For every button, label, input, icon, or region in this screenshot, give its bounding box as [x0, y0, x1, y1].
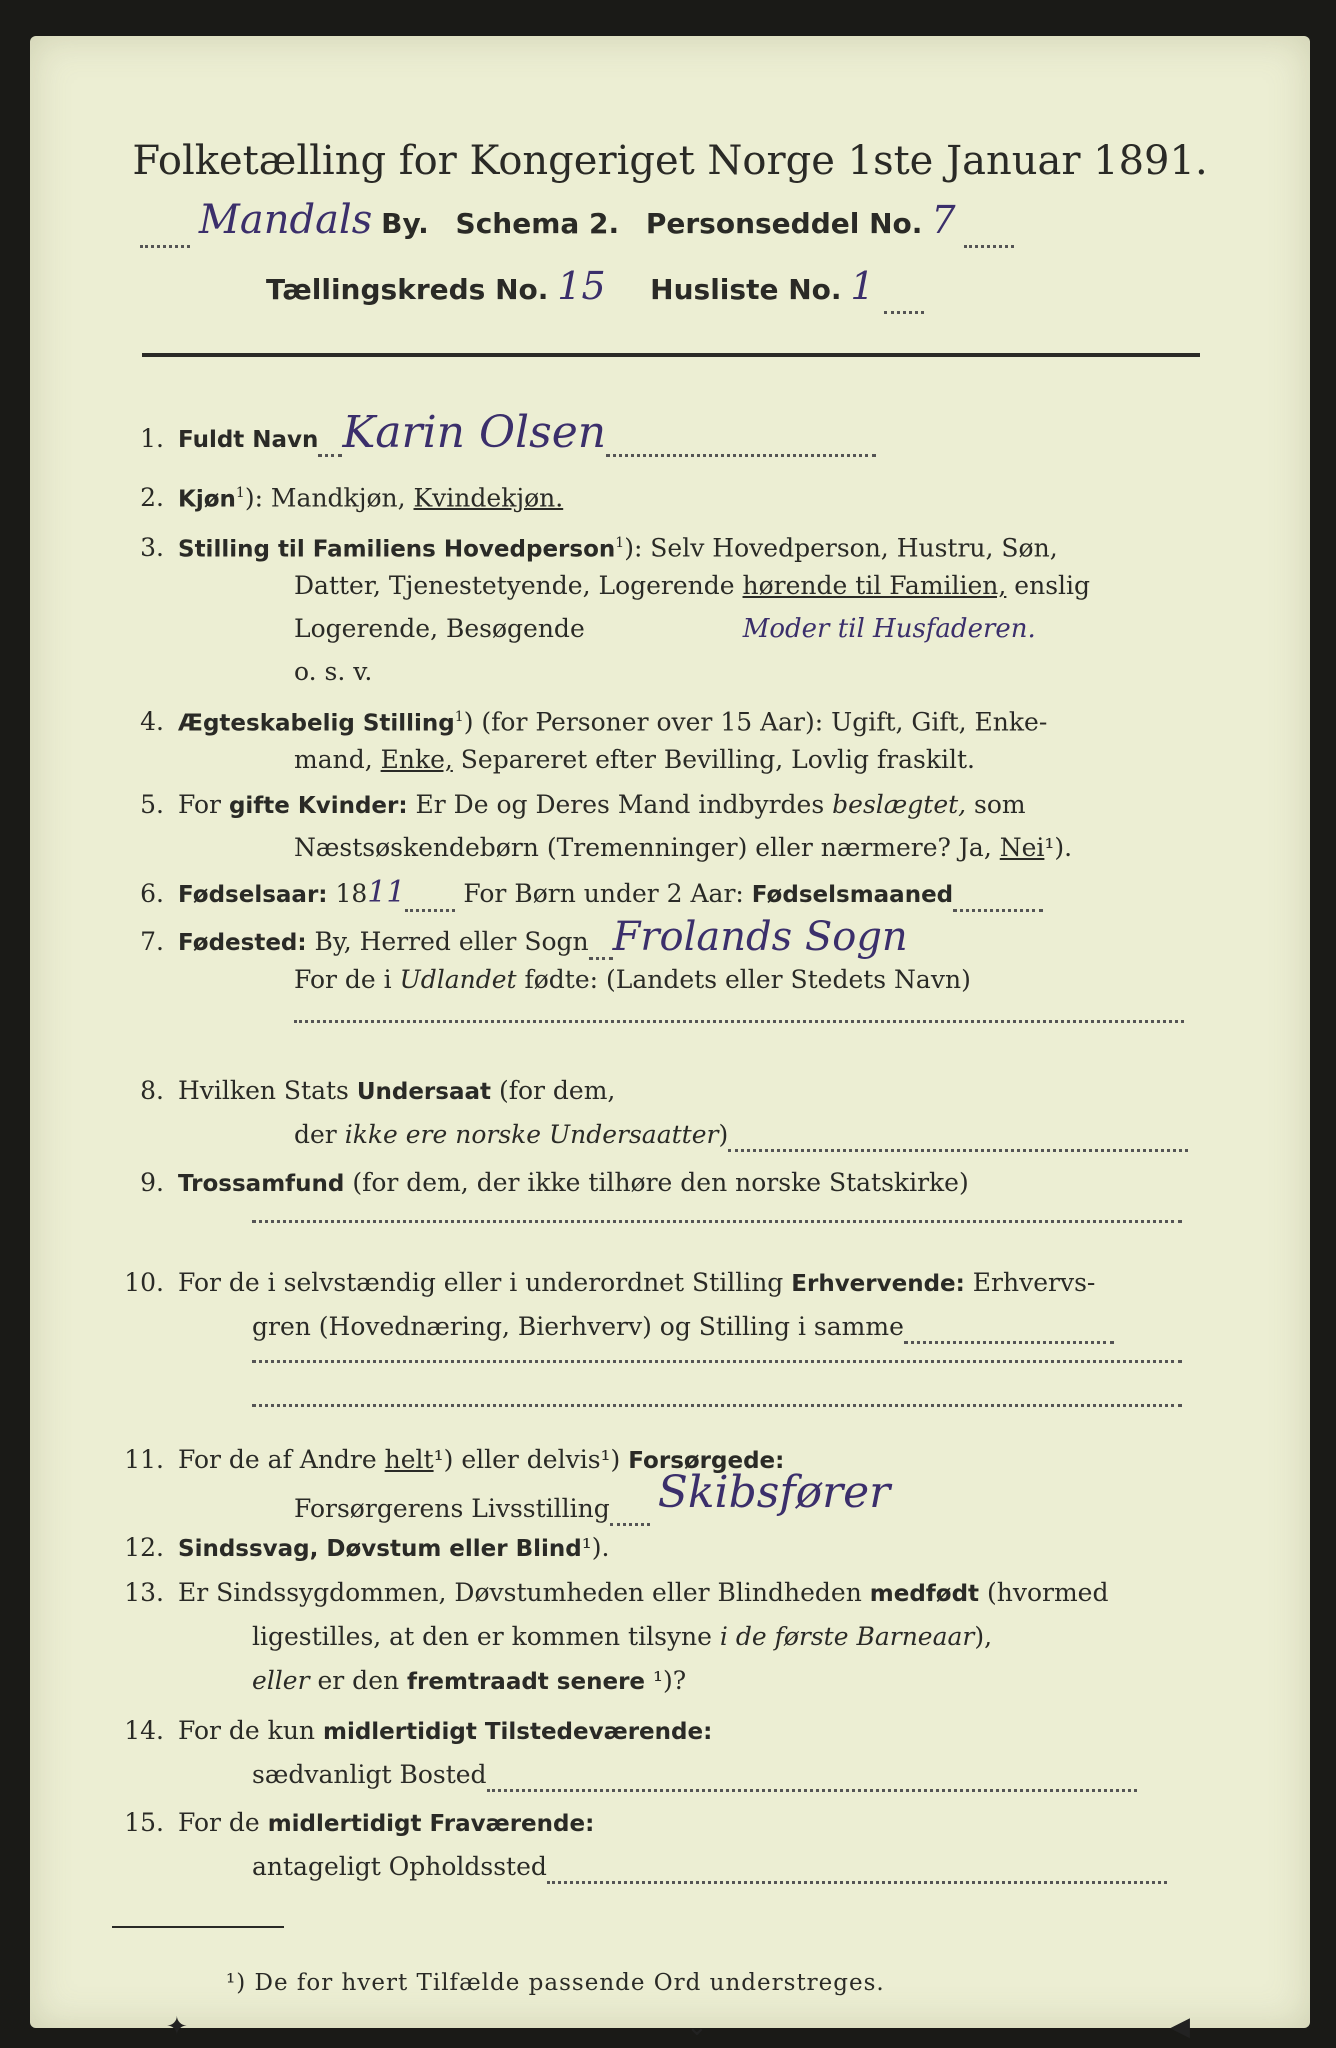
item-3-label: Stilling til Familiens Hovedperson: [178, 536, 616, 563]
kreds-label: Tællingskreds No.: [266, 273, 549, 306]
item-13-line3-end: ¹)?: [645, 1666, 687, 1695]
item-number: 4.: [140, 707, 164, 737]
item-number: 3.: [140, 533, 164, 563]
full-name-handwritten: Karin Olsen: [342, 407, 607, 458]
item-5-italic: beslægtet,: [832, 790, 967, 819]
item-6-mid: For Børn under 2 Aar:: [455, 879, 752, 908]
item-14-line2: [252, 1758, 1137, 1792]
item-11-line2: [294, 1467, 891, 1526]
item-number: 11.: [124, 1445, 164, 1474]
item-14-pre: For de kun: [178, 1716, 323, 1745]
item-11-label: Forsørgede:: [628, 1448, 785, 1474]
item-number: 10.: [124, 1268, 164, 1297]
item-number: 5.: [140, 790, 164, 819]
item-7-label: Fødested:: [178, 930, 307, 956]
schema-label: Schema 2.: [455, 207, 620, 240]
item-13-label: medfødt: [869, 1581, 980, 1607]
item-8: [120, 1074, 615, 1109]
item-2-label: Kjøn: [178, 486, 236, 513]
husliste-number: 1: [850, 264, 875, 308]
footnote-ref: 1: [615, 535, 625, 551]
form-title: Folketælling for Kongeriget Norge 1ste Januar 1891.: [132, 138, 1208, 184]
item-10-line1: Erhvervs-: [964, 1268, 1096, 1297]
item-10-line2-text: gren (Hovednæring, Bierhverv) og Stilling i samme: [252, 1312, 904, 1341]
item-15-pre: For de: [178, 1808, 268, 1837]
item-5-line1: Er De og Deres Mand indbyrdes: [407, 790, 833, 819]
item-7: [120, 914, 908, 960]
item-4-line1: ) (for Personer over 15 Aar): Ugift, Gift, Enke-: [463, 707, 1048, 737]
item-8-italic: ikke ere norske Undersaatter: [344, 1120, 719, 1149]
item-13-italic: i de første Barneaar: [719, 1622, 975, 1651]
footnote-ref: 1: [454, 709, 464, 725]
birth-year-handwritten: 11: [367, 875, 406, 910]
item-13-line1-end: (hvormed: [979, 1578, 1109, 1607]
item-7-line2-end: fødte: (Landets eller Stedets Navn): [516, 965, 971, 994]
item-5-pre: For: [178, 790, 229, 819]
item-1: [120, 407, 876, 458]
item-1-label: Fuldt Navn: [178, 427, 319, 453]
personseddel-number: 7: [931, 198, 956, 242]
item-10-pre: For de i selvstændig eller i underordnet Stilling: [178, 1268, 792, 1297]
item-6-year-prefix: 18: [327, 879, 368, 908]
item-4-line2-text: mand,: [294, 745, 381, 774]
item-14: [120, 1714, 712, 1749]
birthplace-handwritten: Frolands Sogn: [612, 914, 908, 960]
item-10: [120, 1266, 1095, 1301]
item-8-line2: [294, 1118, 1188, 1152]
item-5-label: gifte Kvinder:: [228, 793, 408, 819]
item-14-label: midlertidigt Tilstedeværende:: [322, 1719, 713, 1745]
personseddel-label: Personseddel No.: [645, 207, 923, 240]
provider-occupation-handwritten: Skibsfører: [657, 1467, 891, 1518]
item-5-line2-text: Næstsøskendebørn (Tremenninger) eller nærmere? Ja,: [294, 833, 1000, 862]
item-8-line1: (for dem,: [491, 1076, 616, 1105]
corner-mark-center: ⌄: [686, 2012, 708, 2042]
item-2: [120, 476, 563, 516]
item-number: 13.: [124, 1578, 164, 1607]
item-6: [120, 876, 1043, 912]
item-3-line3: [294, 612, 1036, 646]
footnote-ref: 1: [235, 485, 245, 501]
relation-handwritten: Moder til Husfaderen.: [742, 614, 1036, 644]
footnote-rule: [112, 1926, 284, 1928]
item-3-selected: hørende til Familien,: [742, 571, 1007, 600]
item-4: [120, 700, 1047, 740]
item-10-blank-line-2: [252, 1380, 1182, 1407]
item-9-label: Trossamfund: [178, 1171, 345, 1197]
item-12: [120, 1531, 610, 1566]
item-7-italic: Udlandet: [399, 965, 517, 994]
item-4-label: Ægteskabelig Stilling: [178, 710, 455, 737]
item-13-label2: fremtraadt senere: [407, 1669, 646, 1695]
item-14-line2-text: sædvanligt Bosted: [252, 1760, 487, 1789]
item-13-line1: Er Sindssygdommen, Døvstumheden eller Blindheden: [178, 1578, 870, 1607]
item-13-line2-text: ligestilles, at den er kommen tilsyne: [252, 1622, 720, 1651]
item-8-line2-text: der: [294, 1120, 345, 1149]
header-city-line: [140, 196, 1014, 248]
header-kreds-line: [266, 262, 924, 314]
item-number: 1.: [140, 424, 164, 453]
husliste-label: Husliste No.: [650, 273, 842, 306]
corner-mark-left: ✦: [166, 2012, 188, 2042]
item-3-line2-text: Datter, Tjenestetyende, Logerende: [294, 571, 743, 600]
item-number: 2.: [140, 483, 164, 513]
city-handwritten: Mandals: [198, 197, 373, 243]
item-10-blank-line-1: [252, 1336, 1182, 1363]
item-5: [120, 788, 1026, 823]
item-15: [120, 1806, 594, 1841]
item-11-pre: For de af Andre: [178, 1445, 385, 1474]
item-15-line2: [252, 1850, 1167, 1884]
footnote-text: ¹) De for hvert Tilfælde passende Ord understreges.: [226, 1970, 885, 1996]
item-3-line2: [294, 569, 1090, 603]
item-4-selected: Enke,: [380, 745, 453, 774]
item-number: 9.: [140, 1168, 164, 1197]
item-11-selected: helt: [384, 1445, 434, 1474]
item-11-mid: ¹) eller delvis¹): [433, 1445, 629, 1474]
item-5-selected: Nei: [999, 833, 1045, 862]
item-10-label: Erhvervende:: [791, 1271, 965, 1297]
item-6-month-label: Fødselsmaaned: [751, 882, 954, 908]
item-15-line2-text: antageligt Opholdssted: [252, 1852, 547, 1881]
item-7-line2: [294, 963, 971, 997]
item-13-line3: [252, 1664, 686, 1699]
item-number: 15.: [124, 1808, 164, 1837]
item-7-blank-line: [294, 996, 1184, 1023]
census-form: [30, 36, 1310, 2042]
item-3-line2-end: enslig: [1006, 571, 1091, 600]
item-4-line2: [294, 743, 975, 777]
by-label: By.: [381, 207, 429, 240]
item-7-line2-text: For de i: [294, 965, 400, 994]
item-13-line2: [252, 1620, 992, 1654]
item-5-line2-end: ¹).: [1044, 833, 1073, 862]
item-2-text: ): Mandkjøn,: [244, 483, 414, 513]
item-3-line3-text: Logerende, Besøgende: [294, 614, 585, 643]
item-7-text: By, Herred eller Sogn: [306, 927, 589, 956]
item-13: [120, 1576, 1108, 1611]
corner-mark-right: ◀: [1170, 2012, 1190, 2042]
item-8-pre: Hvilken Stats: [178, 1076, 357, 1105]
item-13-line2-end: ),: [974, 1622, 993, 1651]
item-9-blank-line: [252, 1196, 1182, 1223]
item-number: 8.: [140, 1076, 164, 1105]
item-12-label: Sindssvag, Døvstum eller Blind: [178, 1536, 582, 1562]
item-9-text: (for dem, der ikke tilhøre den norske Statskirke): [344, 1168, 969, 1197]
item-12-text: ¹).: [581, 1533, 610, 1562]
item-11-line2-text: Forsørgerens Livsstilling: [294, 1494, 610, 1523]
kreds-number: 15: [557, 264, 606, 308]
item-4-line2-end: Separeret efter Bevilling, Lovlig fraskilt.: [452, 745, 975, 774]
item-3-line4: o. s. v.: [294, 657, 373, 686]
item-2-selected: Kvindekjøn.: [413, 483, 564, 513]
item-13-line3-italic: eller: [252, 1666, 310, 1695]
item-15-label: midlertidigt Fraværende:: [267, 1811, 595, 1837]
header-rule: [142, 353, 1200, 357]
item-13-line3-text: er den: [309, 1666, 408, 1695]
item-number: 14.: [124, 1716, 164, 1745]
item-number: 7.: [140, 927, 164, 956]
item-3: [120, 526, 1058, 566]
item-number: 6.: [140, 879, 164, 908]
item-number: 12.: [124, 1533, 164, 1562]
item-8-label: Undersaat: [356, 1079, 491, 1105]
item-5-line1-end: som: [966, 790, 1026, 819]
item-6-label: Fødselsaar:: [178, 882, 328, 908]
item-3-line1: ): Selv Hovedperson, Hustru, Søn,: [624, 533, 1058, 563]
item-8-line2-end: ): [718, 1120, 729, 1149]
item-5-line2: [294, 831, 1072, 865]
